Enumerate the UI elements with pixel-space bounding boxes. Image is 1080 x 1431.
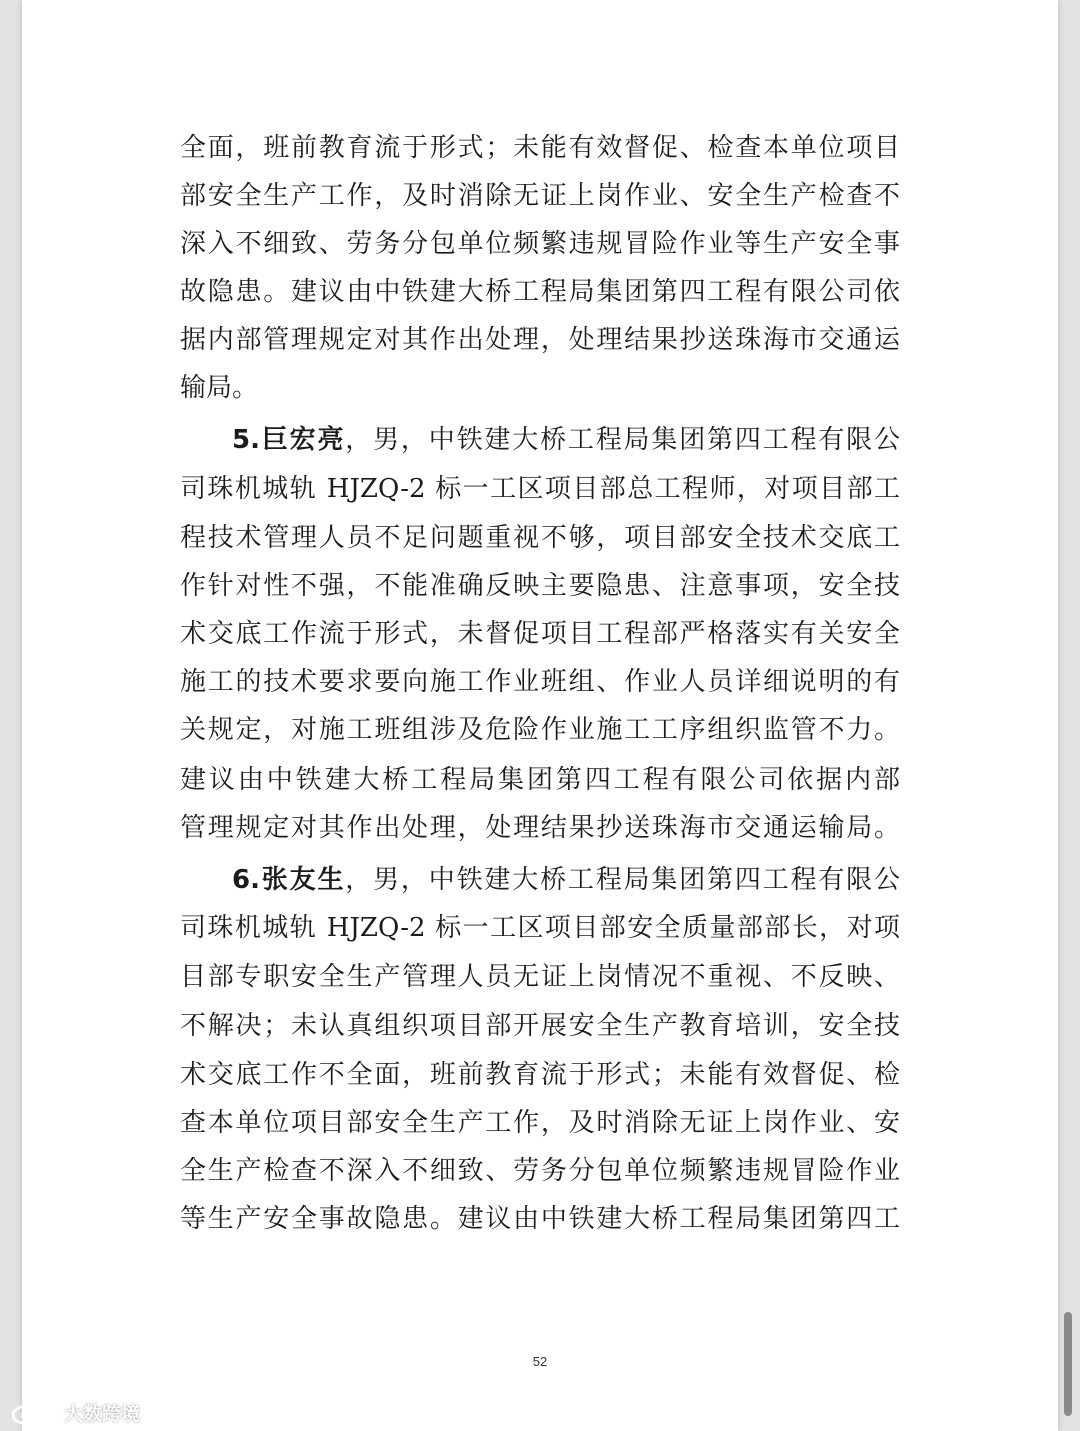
item-5-first-line-text: ，男，中铁建大桥工程局集团第四工程有限公 [345, 425, 900, 455]
text-line: 目部专职安全生产管理人员无证上岗情况不重视、不反映、 [180, 962, 900, 992]
text-line: 故隐患。建议由中铁建大桥工程局集团第四工程有限公司依 [180, 277, 900, 307]
text-line: 程技术管理人员不足问题重视不够，项目部安全技术交底工 [180, 523, 900, 553]
item-5-heading: 5.巨宏亮 [232, 425, 346, 455]
text-line: 关规定，对施工班组涉及危险作业施工工序组织监管不力。 [180, 715, 900, 745]
text-line: 施工的技术要求要向施工作业班组、作业人员详细说明的有 [180, 667, 900, 697]
text-line: 深入不细致、劳务分包单位频繁违规冒险作业等生产安全事 [180, 229, 900, 259]
text-line: 管理规定对其作出处理，处理结果抄送珠海市交通运输局。 [180, 813, 900, 843]
text-line: 全面，班前教育流于形式；未能有效督促、检查本单位项目 [180, 133, 900, 163]
text-line: 术交底工作不全面，班前教育流于形式；未能有效督促、检 [180, 1060, 900, 1090]
text-line: 司珠机城轨 HJZQ-2 标一工区项目部安全质量部部长，对项 [180, 913, 900, 943]
item-6-first-line-text: ，男，中铁建大桥工程局集团第四工程有限公 [345, 865, 900, 895]
item-6-first-line [232, 860, 900, 900]
text-line: 作针对性不强，不能准确反映主要隐患、注意事项，安全技 [180, 571, 900, 601]
text-line: 建议由中铁建大桥工程局集团第四工程有限公司依据内部 [180, 765, 900, 795]
item-6-heading: 6.张友生 [232, 865, 346, 895]
text-line: 司珠机城轨 HJZQ-2 标一工区项目部总工程师，对项目部工 [180, 474, 900, 504]
watermark-text: 大数跨境 [64, 1402, 141, 1425]
text-line: 据内部管理规定对其作出处理，处理结果抄送珠海市交通运 [180, 325, 900, 355]
text-line: 等生产安全事故隐患。建议由中铁建大桥工程局集团第四工 [180, 1204, 900, 1234]
vertical-scrollbar[interactable] [1064, 1312, 1072, 1416]
text-line: 术交底工作流于形式，未督促项目工程部严格落实有关安全 [180, 619, 900, 649]
text-line: 输局。 [180, 373, 259, 403]
page-number: 52 [532, 1354, 548, 1369]
text-line: 部安全生产工作，及时消除无证上岗作业、安全生产检查不 [180, 181, 900, 211]
item-5-first-line [232, 420, 900, 460]
text-line: 查本单位项目部安全生产工作，及时消除无证上岗作业、安 [180, 1108, 900, 1138]
text-line: 全生产检查不深入不细致、劳务分包单位频繁违规冒险作业 [180, 1156, 900, 1186]
watermark [8, 1396, 140, 1428]
text-line: 不解决；未认真组织项目部开展安全生产教育培训，安全技 [180, 1011, 900, 1041]
weibo-logo-icon [8, 1398, 58, 1426]
document-page [22, 0, 1058, 1431]
